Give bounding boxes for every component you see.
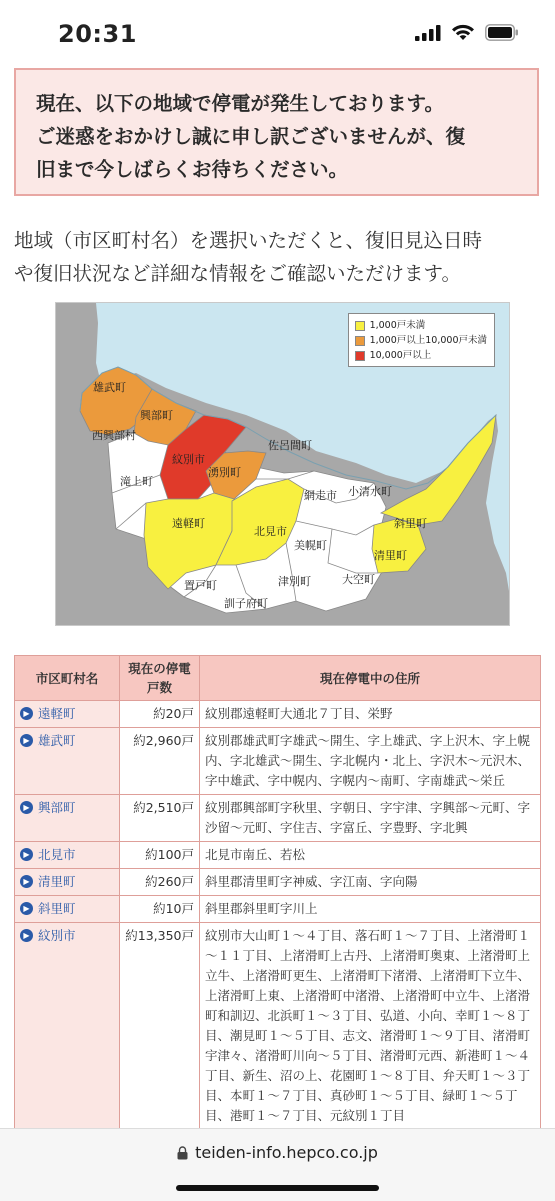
map-label-ozora[interactable]: 大空町 — [342, 573, 375, 586]
map-label-takinoue[interactable]: 滝上町 — [120, 475, 153, 488]
intro-text — [14, 224, 544, 290]
municipality-name: 興部町 — [38, 800, 76, 815]
table-row — [15, 842, 541, 869]
count-cell: 約100戸 — [120, 842, 200, 869]
outage-table — [14, 655, 541, 1130]
legend-item — [355, 318, 487, 333]
municipality-name: 北見市 — [38, 847, 76, 862]
battery-icon — [485, 24, 519, 41]
map-label-bihoro[interactable]: 美幌町 — [294, 539, 327, 552]
municipality-name: 遠軽町 — [38, 706, 76, 721]
legend-item — [355, 333, 487, 348]
table-row — [15, 896, 541, 923]
table-header-row — [15, 656, 541, 701]
url-row[interactable] — [0, 1143, 555, 1162]
count-cell: 約10戸 — [120, 896, 200, 923]
status-time: 20:31 — [58, 20, 137, 48]
arrow-right-icon: ▶ — [20, 801, 33, 814]
municipality-name: 紋別市 — [38, 928, 76, 943]
outage-map — [55, 302, 510, 626]
arrow-right-icon: ▶ — [20, 875, 33, 888]
header-municipality: 市区町村名 — [15, 656, 120, 701]
arrow-right-icon: ▶ — [20, 848, 33, 861]
map-label-yubetsu[interactable]: 雄武町 — [93, 381, 126, 394]
address-cell: 斜里郡斜里町字川上 — [200, 896, 541, 923]
map-label-monbetsu[interactable]: 紋別市 — [172, 453, 205, 466]
map-label-kunneppu[interactable]: 訓子府町 — [224, 597, 268, 610]
header-address: 現在停電中の住所 — [200, 656, 541, 701]
map-label-kiyosato[interactable]: 清里町 — [374, 549, 407, 562]
table-row — [15, 923, 541, 1130]
municipality-name: 斜里町 — [38, 901, 76, 916]
address-cell: 北見市南丘、若松 — [200, 842, 541, 869]
address-cell: 紋別郡雄武町字雄武～開生、字上雄武、字上沢木、字上幌内、字北雄武～開生、字北幌内・北上、字沢木～元沢木、字中雄武、字中幌内、字幌内～南町、字南雄武～栄丘 — [200, 728, 541, 795]
intro-line: 地域（市区町村名）を選択いただくと、復旧見込日時 — [14, 229, 483, 252]
count-cell: 約2,510戸 — [120, 795, 200, 842]
map-label-koshimizu[interactable]: 小清水町 — [348, 485, 392, 498]
status-bar — [0, 0, 555, 64]
map-label-engaru[interactable]: 遠軽町 — [172, 517, 205, 530]
status-icons — [415, 24, 519, 41]
map-label-tsubetsu[interactable]: 津別町 — [278, 575, 311, 588]
legend-item — [355, 348, 487, 363]
municipality-name: 清里町 — [38, 874, 76, 889]
notice-line: 旧まで今しばらくお待ちください。 — [36, 158, 349, 181]
home-indicator — [176, 1185, 379, 1191]
map-label-abashiri[interactable]: 網走市 — [304, 489, 337, 502]
map-label-yubetsu2[interactable]: 湧別町 — [208, 466, 241, 479]
count-cell: 約13,350戸 — [120, 923, 200, 1130]
municipality-cell — [15, 795, 120, 842]
intro-line: や復旧状況など詳細な情報をご確認いただけます。 — [14, 262, 461, 285]
count-cell: 約260戸 — [120, 869, 200, 896]
arrow-right-icon: ▶ — [20, 707, 33, 720]
table-row — [15, 795, 541, 842]
municipality-cell — [15, 728, 120, 795]
map-label-shari[interactable]: 斜里町 — [394, 517, 427, 530]
address-cell: 紋別郡興部町字秋里、字朝日、字宇津、字興部～元町、字沙留～元町、字住吉、字富丘、字豊野、字北興 — [200, 795, 541, 842]
count-cell: 約2,960戸 — [120, 728, 200, 795]
municipality-link[interactable] — [20, 704, 114, 724]
arrow-right-icon: ▶ — [20, 929, 33, 942]
header-count: 現在の停電戸数 — [120, 656, 200, 701]
address-cell: 紋別市大山町１～４丁目、落石町１～７丁目、上渚滑町１～１１丁目、上渚滑町上古丹、上渚滑町奥東、上渚滑町上立牛、上渚滑町更生、上渚滑町下渚滑、上渚滑町下立牛、上渚滑町上東、上渚滑町中渚滑、上渚滑町中立牛、上渚滑町和訓辺、北浜町１～３丁目、弘道、小向、幸町１～８丁目、潮見町１～５丁目、志文、渚滑町１～９丁目、渚滑町宇津々、渚滑町川向～５丁目、渚滑町元西、新港町１～４丁目、新生、沼の上、花園町１～８丁目、弁天町１～３丁目、本町１～７丁目、真砂町１～５丁目、緑町１～５丁目、港町１～７丁目、元紋別１丁目 — [200, 923, 541, 1130]
table-row — [15, 701, 541, 728]
table-row — [15, 869, 541, 896]
arrow-right-icon: ▶ — [20, 902, 33, 915]
notice-line: ご迷惑をおかけし誠に申し訳ございませんが、復 — [36, 125, 466, 148]
map-label-oketo[interactable]: 置戸町 — [184, 579, 217, 592]
wifi-icon — [451, 24, 475, 41]
municipality-name: 雄武町 — [38, 733, 76, 748]
map-label-nishiokoppe[interactable]: 西興部村 — [92, 429, 136, 442]
legend-swatch-orange — [355, 336, 365, 346]
municipality-cell — [15, 923, 120, 1130]
municipality-link[interactable] — [20, 731, 114, 751]
arrow-right-icon: ▶ — [20, 734, 33, 747]
table-row — [15, 728, 541, 795]
cellular-signal-icon — [415, 25, 441, 41]
municipality-link[interactable] — [20, 926, 114, 946]
map-legend — [348, 313, 495, 367]
legend-swatch-yellow — [355, 321, 365, 331]
address-cell: 斜里郡清里町字神威、字江南、字向陽 — [200, 869, 541, 896]
outage-notice — [14, 68, 539, 196]
municipality-cell — [15, 896, 120, 923]
count-cell: 約20戸 — [120, 701, 200, 728]
legend-label: 10,000戸以上 — [369, 350, 432, 361]
municipality-link[interactable] — [20, 845, 114, 865]
address-cell: 紋別郡遠軽町大通北７丁目、栄野 — [200, 701, 541, 728]
notice-line: 現在、以下の地域で停電が発生しております。 — [36, 92, 444, 115]
municipality-cell — [15, 869, 120, 896]
map-label-okoppe[interactable]: 興部町 — [140, 409, 173, 422]
municipality-link[interactable] — [20, 872, 114, 892]
municipality-link[interactable] — [20, 899, 114, 919]
municipality-link[interactable] — [20, 798, 114, 818]
map-label-kitami[interactable]: 北見市 — [254, 525, 287, 538]
legend-label: 1,000戸未満 — [369, 320, 426, 331]
municipality-cell — [15, 842, 120, 869]
map-label-saroma[interactable]: 佐呂間町 — [268, 439, 312, 452]
legend-label: 1,000戸以上10,000戸未満 — [369, 335, 487, 346]
url-text[interactable]: teiden-info.hepco.co.jp — [195, 1143, 378, 1162]
lock-icon — [177, 1146, 188, 1160]
legend-swatch-red — [355, 351, 365, 361]
municipality-cell — [15, 701, 120, 728]
